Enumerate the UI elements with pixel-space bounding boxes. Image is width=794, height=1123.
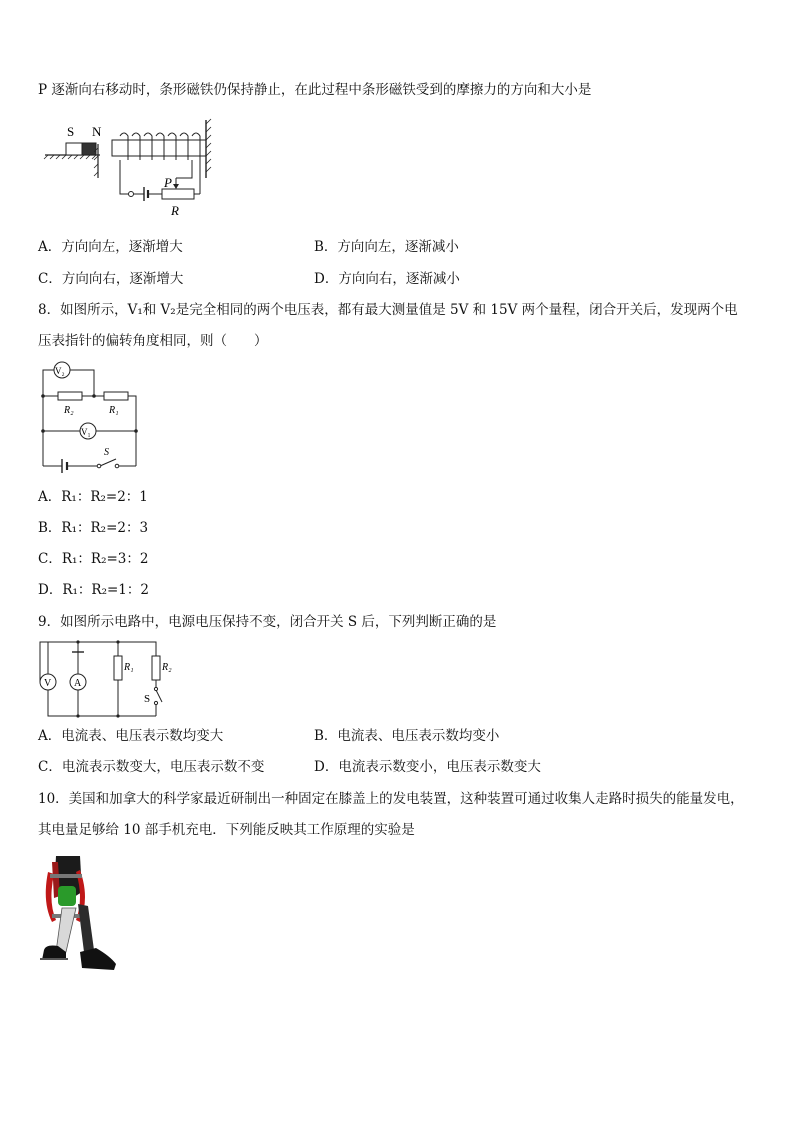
q8-option-a: A．R₁：R₂=2：1 — [38, 489, 148, 505]
v2-label: V₂ — [55, 366, 65, 376]
q9-option-d: D．电流表示数变小，电压表示数变大 — [314, 759, 541, 775]
q9-option-c: C．电流表示数变大，电压表示数不变 — [38, 759, 265, 775]
q8-option-d: D．R₁：R₂=1：2 — [38, 582, 149, 598]
knee-generator-image — [36, 852, 122, 982]
q8-option-b: B．R₁：R₂=2：3 — [38, 520, 149, 536]
q8-stem-line1: 8．如图所示，V₁和 V₂是完全相同的两个电压表，都有最大测量值是 5V 和 15V 两个量程，闭合开关后，发现两个电 — [38, 302, 738, 318]
q10-stem-line2: 其电量足够给 10 部手机充电．下列能反映其工作原理的实验是 — [38, 822, 415, 838]
q9-option-b: B．电流表、电压表示数均变小 — [314, 728, 500, 744]
v1-label: V₁ — [81, 427, 91, 437]
q7-stem: P 逐渐向右移动时，条形磁铁仍保持静止，在此过程中条形磁铁受到的摩擦力的方向和大小是 — [38, 82, 592, 98]
q7-magnet-coil-figure — [40, 118, 220, 220]
q8-stem-line2: 压表指针的偏转角度相同，则（ ） — [38, 333, 268, 349]
q7-option-c: C．方向向右，逐渐增大 — [38, 271, 184, 287]
rheostat-r-label: R — [171, 203, 179, 218]
q9-circuit-figure — [36, 638, 176, 720]
r2-label: R₂ — [162, 662, 172, 673]
ammeter-label: A — [74, 678, 82, 689]
switch-s-label: S — [144, 693, 151, 705]
r1-label: R₁ — [124, 662, 134, 673]
switch-s-label: S — [104, 447, 109, 458]
slider-p-label: P — [164, 175, 172, 190]
q8-circuit-figure — [38, 358, 142, 474]
magnet-n-label: N — [92, 124, 102, 139]
q9-option-a: A．电流表、电压表示数均变大 — [38, 728, 224, 744]
magnet-s-label: S — [67, 124, 75, 139]
q7-option-d: D．方向向右，逐渐减小 — [314, 271, 460, 287]
q7-option-a: A．方向向左，逐渐增大 — [38, 239, 183, 255]
q9-stem: 9．如图所示电路中，电源电压保持不变，闭合开关 S 后，下列判断正确的是 — [38, 614, 497, 630]
q10-stem-line1: 10．美国和加拿大的科学家最近研制出一种固定在膝盖上的发电装置，这种装置可通过收集人走路时损失的能量发电， — [38, 791, 744, 807]
voltmeter-label: V — [44, 678, 52, 689]
q8-option-c: C．R₁：R₂=3：2 — [38, 551, 149, 567]
r1-label: R₁ — [109, 405, 119, 416]
q7-option-b: B．方向向左，逐渐减小 — [314, 239, 459, 255]
r2-label: R₂ — [64, 405, 74, 416]
